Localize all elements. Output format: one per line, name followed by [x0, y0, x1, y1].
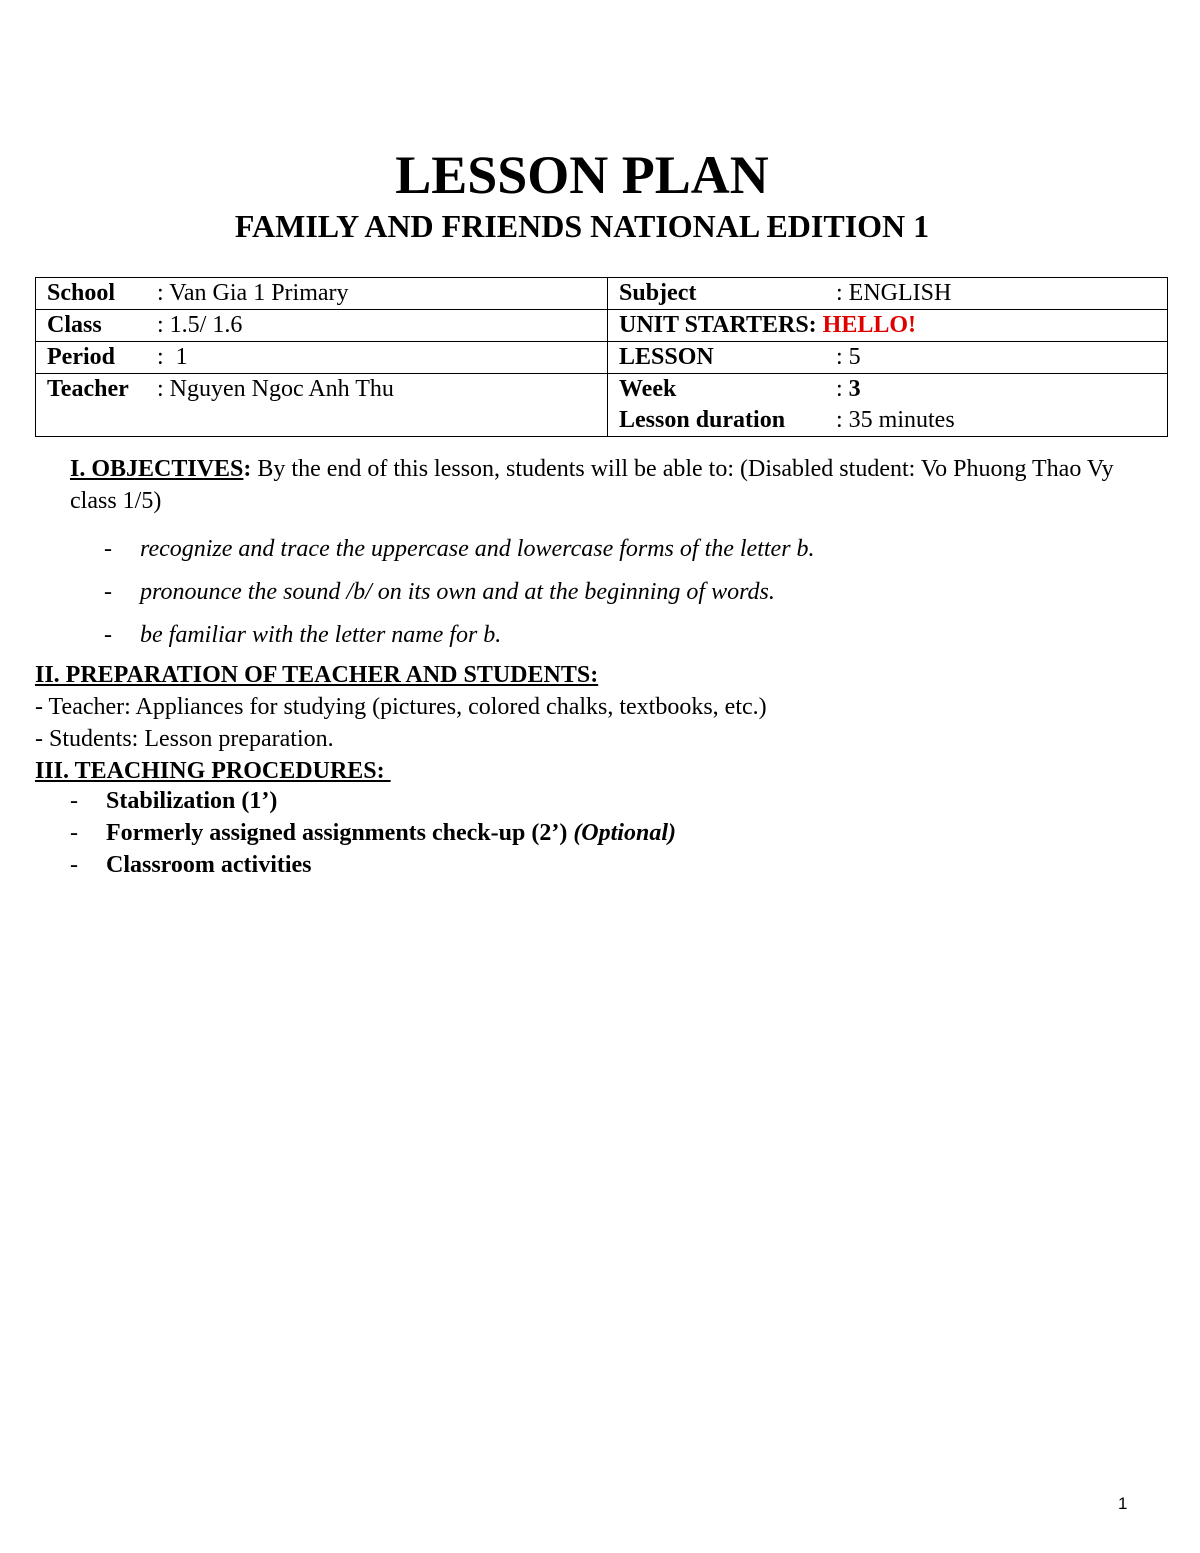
procedure-text: Formerly assigned assignments check-up (2’) — [106, 820, 574, 846]
objectives-heading: I. OBJECTIVES — [70, 456, 244, 482]
week-value: 3 — [848, 376, 861, 402]
dash-mark: - — [104, 536, 112, 562]
unit-value: HELLO! — [822, 312, 917, 338]
school-cell — [36, 278, 608, 310]
table-row — [36, 278, 1168, 310]
teacher-cell — [36, 374, 608, 437]
page-subtitle: FAMILY AND FRIENDS NATIONAL EDITION 1 — [234, 208, 930, 244]
subject-value: : ENGLISH — [836, 280, 952, 306]
procedures-list — [70, 785, 1070, 881]
lesson-value: : 5 — [836, 344, 861, 370]
preparation-section — [35, 659, 1165, 787]
list-item — [70, 849, 1070, 881]
unit-cell — [608, 310, 1168, 342]
list-item — [104, 614, 1104, 657]
objective-text: pronounce the sound /b/ on its own and at the beginning of words. — [140, 579, 775, 605]
procedures-heading: III. TEACHING PROCEDURES: — [35, 758, 391, 784]
lesson-cell — [608, 342, 1168, 374]
teacher-value: : Nguyen Ngoc Anh Thu — [157, 376, 394, 402]
dash-mark: - — [70, 820, 78, 846]
objectives-paragraph — [70, 453, 1130, 517]
lesson-info-table — [35, 277, 1168, 437]
objectives-list — [104, 528, 1104, 657]
class-cell — [36, 310, 608, 342]
list-item — [104, 571, 1104, 614]
objective-text: be familiar with the letter name for b. — [140, 622, 502, 648]
optional-note: (Optional) — [573, 820, 676, 846]
dash-mark: - — [104, 622, 112, 648]
procedure-text: Stabilization (1’) — [106, 788, 278, 814]
page-title: LESSON PLAN — [395, 145, 769, 205]
page-number: 1 — [1118, 1494, 1128, 1513]
subject-cell — [608, 278, 1168, 310]
objectives-intro: By the end of this lesson, students will be able to: (Disabled student: Vo Phuong Thao Vy class 1/5) — [70, 456, 1114, 514]
period-value: : 1 — [157, 344, 188, 370]
week-colon: : — [836, 376, 843, 402]
preparation-students-line: - Students: Lesson preparation. — [35, 726, 334, 752]
class-value: : 1.5/ 1.6 — [157, 312, 243, 338]
period-label: Period — [47, 344, 115, 370]
dash-mark: - — [104, 579, 112, 605]
preparation-teacher-line: - Teacher: Appliances for studying (pictures, colored chalks, textbooks, etc.) — [35, 694, 767, 720]
lesson-label: LESSON — [619, 344, 714, 370]
week-label: Week — [619, 376, 677, 402]
period-cell — [36, 342, 608, 374]
list-item — [70, 817, 1070, 849]
objective-text: recognize and trace the uppercase and lowercase forms of the letter b. — [140, 536, 815, 562]
school-value: : Van Gia 1 Primary — [157, 280, 349, 306]
subject-label: Subject — [619, 280, 697, 306]
table-row — [36, 342, 1168, 374]
duration-value: : 35 minutes — [836, 407, 955, 433]
unit-label: UNIT STARTERS: — [619, 312, 817, 338]
week-duration-cell — [608, 374, 1168, 437]
table-row — [36, 374, 1168, 437]
table-row — [36, 310, 1168, 342]
list-item — [104, 528, 1104, 571]
week-line — [619, 374, 1167, 405]
duration-label: Lesson duration — [619, 407, 786, 433]
dash-mark: - — [70, 852, 78, 878]
school-label: School — [47, 280, 116, 306]
dash-mark: - — [70, 788, 78, 814]
procedure-text: Classroom activities — [106, 852, 312, 878]
teacher-label: Teacher — [47, 376, 129, 402]
preparation-heading: II. PREPARATION OF TEACHER AND STUDENTS: — [35, 662, 599, 688]
class-label: Class — [47, 312, 102, 338]
objectives-colon: : — [243, 456, 252, 482]
duration-line — [619, 405, 1167, 436]
list-item — [70, 785, 1070, 817]
